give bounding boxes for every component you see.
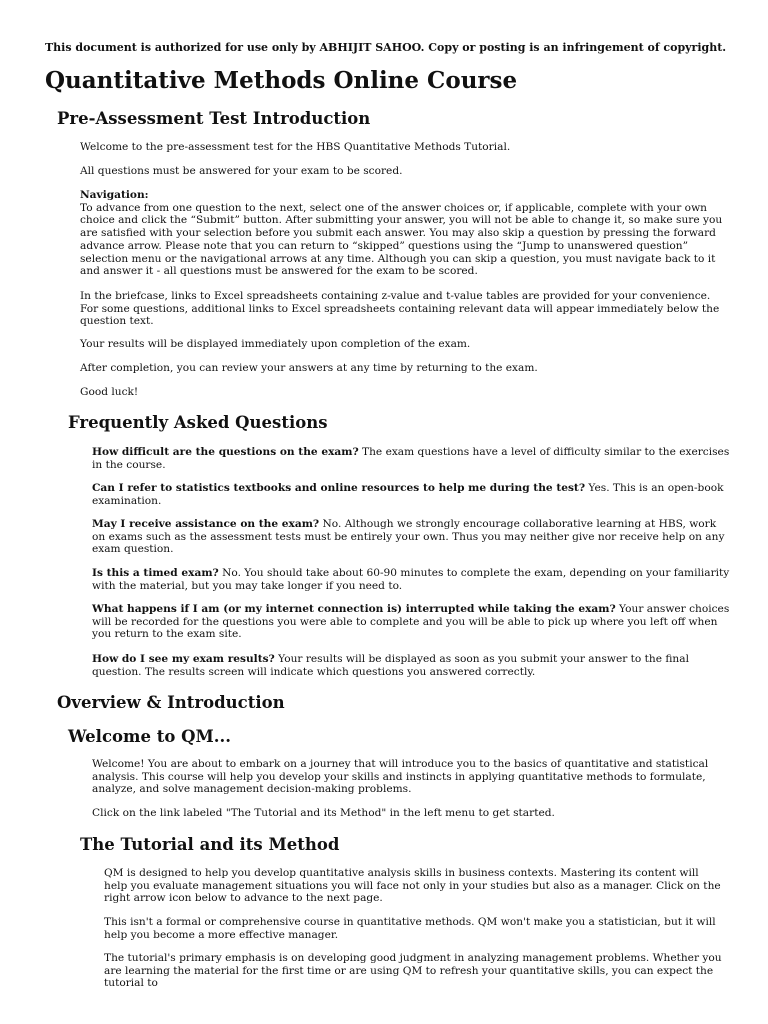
tutorial-method-heading: The Tutorial and its Method — [80, 835, 340, 854]
tutorial-paragraph-2: This isn't a formal or comprehensive course in quantitative methods. QM won't make you a statistician, but it will help you become a more effective manager. — [104, 916, 716, 941]
pre-assessment-heading: Pre-Assessment Test Introduction — [57, 109, 371, 128]
welcome-qm-text: Welcome! You are about to embark on a journey that will introduce you to the basics of quantitative and statistical analysis. This course will help you develop your skills and instincts in applying quantitative methods to formulate, analyze, and solve management decision-making problems. — [92, 758, 709, 796]
tutorial-paragraph-3: The tutorial's primary emphasis is on developing good judgment in analyzing management problems. Whether you are learning the material for the first time or are using QM to refresh your quantitative skills, you can expect the tutorial to — [104, 952, 722, 990]
faq-question: Can I refer to statistics textbooks and online resources to help me during the test? — [92, 482, 586, 494]
overview-heading: Overview & Introduction — [57, 693, 285, 712]
faq-question: Is this a timed exam? — [92, 567, 219, 579]
navigation-section — [80, 189, 730, 278]
faq-answer: The exam questions have a level of difficulty similar to the exercises in the course. — [92, 446, 730, 471]
navigation-heading: Navigation: — [80, 189, 149, 201]
after-completion-text: After completion, you can review your answers at any time by returning to the exam. — [80, 362, 538, 374]
faq-item — [92, 482, 730, 507]
page-title: Quantitative Methods Online Course — [45, 67, 518, 94]
faq-answer: Your results will be displayed as soon as you submit your answer to the final question. The results screen will indicate which questions you answered correctly. — [92, 653, 689, 678]
navigation-text: To advance from one question to the next, select one of the answer choices or, if applicable, complete with your own choice and click the “Submit” button. After submitting your answer, you will not be able to change it, so make sure you are satisfied with your selection before you submit each answer. You may also skip a question by pressing the forward advance arrow. Please note that you can return to “skipped” questions using the “Jump to unanswered question” selection menu or the navigational arrows at any time. Although you can skip a question, you must navigate back to it and answer it - all questions must be answered for the exam to be scored. — [80, 201, 723, 278]
tutorial-paragraph-1: QM is designed to help you develop quantitative analysis skills in business contexts. Mastering its content will help you evaluate management situations you will face not only in your studies but also as a manager. Click on the right arrow icon below to advance to the next page. — [104, 867, 721, 905]
welcome-qm-heading: Welcome to QM... — [68, 727, 231, 746]
copyright-notice: This document is authorized for use only by ABHIJIT SAHOO. Copy or posting is an infringement of copyright. — [45, 41, 727, 54]
faq-question: How do I see my exam results? — [92, 653, 275, 665]
get-started-text: Click on the link labeled "The Tutorial and its Method" in the left menu to get started. — [92, 807, 555, 819]
faq-item — [92, 603, 730, 641]
briefcase-text: In the briefcase, links to Excel spreadsheets containing z-value and t-value tables are provided for your convenience. For some questions, additional links to Excel spreadsheets containing relevant data will appear immediately below the question text. — [80, 290, 720, 328]
faq-heading: Frequently Asked Questions — [68, 413, 328, 432]
pre-assessment-welcome: Welcome to the pre-assessment test for the HBS Quantitative Methods Tutorial. — [80, 141, 511, 153]
pre-assessment-all-questions: All questions must be answered for your exam to be scored. — [80, 165, 403, 177]
faq-answer: Yes. This is an open-book examination. — [92, 482, 724, 507]
faq-question: May I receive assistance on the exam? — [92, 518, 320, 530]
faq-item — [92, 567, 730, 592]
faq-item — [92, 653, 730, 678]
faq-question: What happens if I am (or my internet connection is) interrupted while taking the exam? — [92, 603, 616, 615]
faq-question: How difficult are the questions on the exam? — [92, 446, 359, 458]
good-luck-text: Good luck! — [80, 386, 139, 398]
faq-item — [92, 446, 730, 471]
faq-answer: No. You should take about 60-90 minutes to complete the exam, depending on your familiarity with the material, but you may take longer if you need to. — [92, 567, 730, 592]
faq-answer: Your answer choices will be recorded for the questions you were able to complete and you will be able to pick up where you left off when you return to the exam site. — [92, 603, 730, 641]
faq-answer: No. Although we strongly encourage collaborative learning at HBS, work on exams such as the assessment tests must be entirely your own. Thus you may neither give nor receive help on any exam question. — [92, 518, 725, 556]
results-text: Your results will be displayed immediately upon completion of the exam. — [80, 338, 471, 350]
faq-item — [92, 518, 730, 556]
